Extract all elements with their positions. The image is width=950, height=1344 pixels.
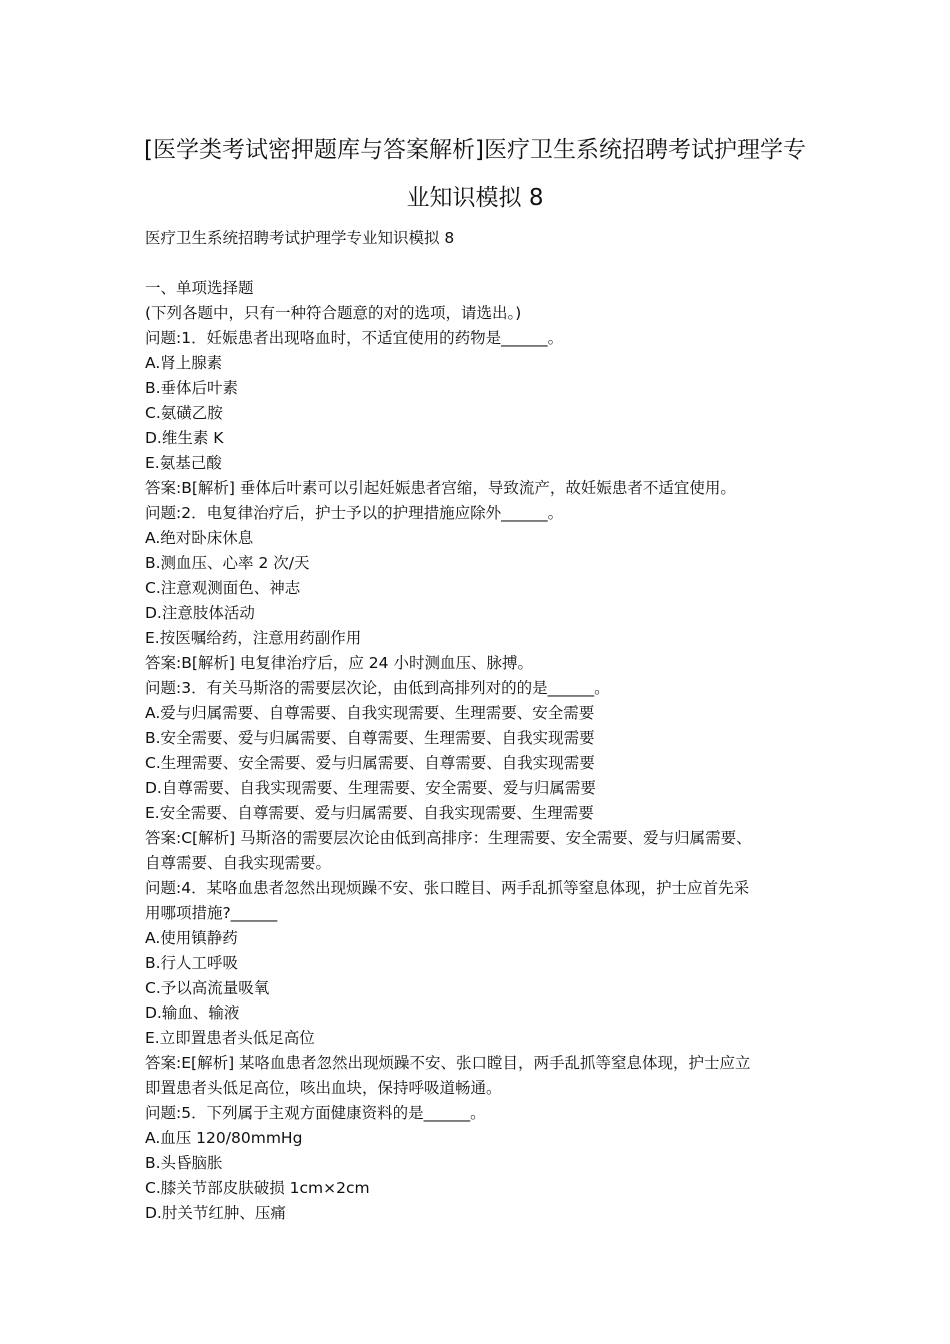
option-a: A.使用镇静药 — [145, 929, 238, 947]
option-e: E.立即置患者头低足高位 — [145, 1029, 315, 1047]
question-5 — [145, 1101, 815, 1226]
option-c: C.注意观测面色、神志 — [145, 579, 301, 597]
question-3 — [145, 676, 815, 876]
document-title-line1: [医学类考试密押题库与答案解析]医疗卫生系统招聘考试护理学专 — [144, 137, 806, 163]
option-e: E.按医嘱给药，注意用药副作用 — [145, 629, 362, 647]
option-a: A.绝对卧床休息 — [145, 529, 254, 547]
option-d: D.维生素 K — [145, 429, 224, 447]
document-subtitle: 医疗卫生系统招聘考试护理学专业知识模拟 8 — [145, 229, 455, 247]
document-title-line2: 业知识模拟 8 — [406, 185, 544, 211]
answer-explanation-continued: 自尊需要、自我实现需要。 — [145, 854, 332, 872]
option-b: B.安全需要、爱与归属需要、自尊需要、生理需要、自我实现需要 — [145, 729, 595, 747]
question-2 — [145, 501, 815, 676]
option-b: B.头昏脑胀 — [145, 1154, 223, 1172]
option-a: A.血压 120/80mmHg — [145, 1129, 303, 1147]
blank-line — [145, 251, 815, 276]
question-stem: 问题:4．某咯血患者忽然出现烦躁不安、张口瞠目、两手乱抓等窒息体现，护士应首先采 — [145, 879, 750, 897]
question-stem: 问题:5．下列属于主观方面健康资料的是______。 — [145, 1104, 486, 1122]
option-c: C.予以高流量吸氧 — [145, 979, 270, 997]
question-4 — [145, 876, 815, 1101]
option-d: D.注意肢体活动 — [145, 604, 255, 622]
answer-explanation: 答案:C[解析] 马斯洛的需要层次论由低到高排序：生理需要、安全需要、爱与归属需要、 — [145, 829, 752, 847]
option-c: C.膝关节部皮肤破损 1cm×2cm — [145, 1179, 370, 1197]
answer-explanation: 答案:B[解析] 电复律治疗后，应 24 小时测血压、脉搏。 — [145, 654, 533, 672]
option-e: E.氨基己酸 — [145, 454, 222, 472]
question-1 — [145, 326, 815, 501]
question-stem: 问题:1．妊娠患者出现咯血时，不适宜使用的药物是______。 — [145, 329, 564, 347]
section-heading: 一、单项选择题 — [145, 279, 254, 297]
option-c: C.生理需要、安全需要、爱与归属需要、自尊需要、自我实现需要 — [145, 754, 595, 772]
option-b: B.测血压、心率 2 次/天 — [145, 554, 310, 572]
option-d: D.肘关节红肿、压痛 — [145, 1204, 286, 1222]
option-d: D.自尊需要、自我实现需要、生理需要、安全需要、爱与归属需要 — [145, 779, 596, 797]
section-instruction: (下列各题中，只有一种符合题意的对的选项，请选出。) — [145, 304, 522, 322]
option-d: D.输血、输液 — [145, 1004, 240, 1022]
question-stem-continued: 用哪项措施?______ — [145, 904, 278, 922]
option-a: A.爱与归属需要、自尊需要、自我实现需要、生理需要、安全需要 — [145, 704, 595, 722]
answer-explanation: 答案:B[解析] 垂体后叶素可以引起妊娠患者宫缩，导致流产，故妊娠患者不适宜使用。 — [145, 479, 736, 497]
document-body — [145, 226, 815, 1226]
option-a: A.肾上腺素 — [145, 354, 223, 372]
option-e: E.安全需要、自尊需要、爱与归属需要、自我实现需要、生理需要 — [145, 804, 594, 822]
option-c: C.氨磺乙胺 — [145, 404, 223, 422]
option-b: B.行人工呼吸 — [145, 954, 239, 972]
option-b: B.垂体后叶素 — [145, 379, 239, 397]
question-stem: 问题:3．有关马斯洛的需要层次论，由低到高排列对的的是______。 — [145, 679, 610, 697]
answer-explanation: 答案:E[解析] 某咯血患者忽然出现烦躁不安、张口瞠目，两手乱抓等窒息体现，护士应立 — [145, 1054, 751, 1072]
answer-explanation-continued: 即置患者头低足高位，咳出血块，保持呼吸道畅通。 — [145, 1079, 502, 1097]
question-stem: 问题:2．电复律治疗后，护士予以的护理措施应除外______。 — [145, 504, 564, 522]
